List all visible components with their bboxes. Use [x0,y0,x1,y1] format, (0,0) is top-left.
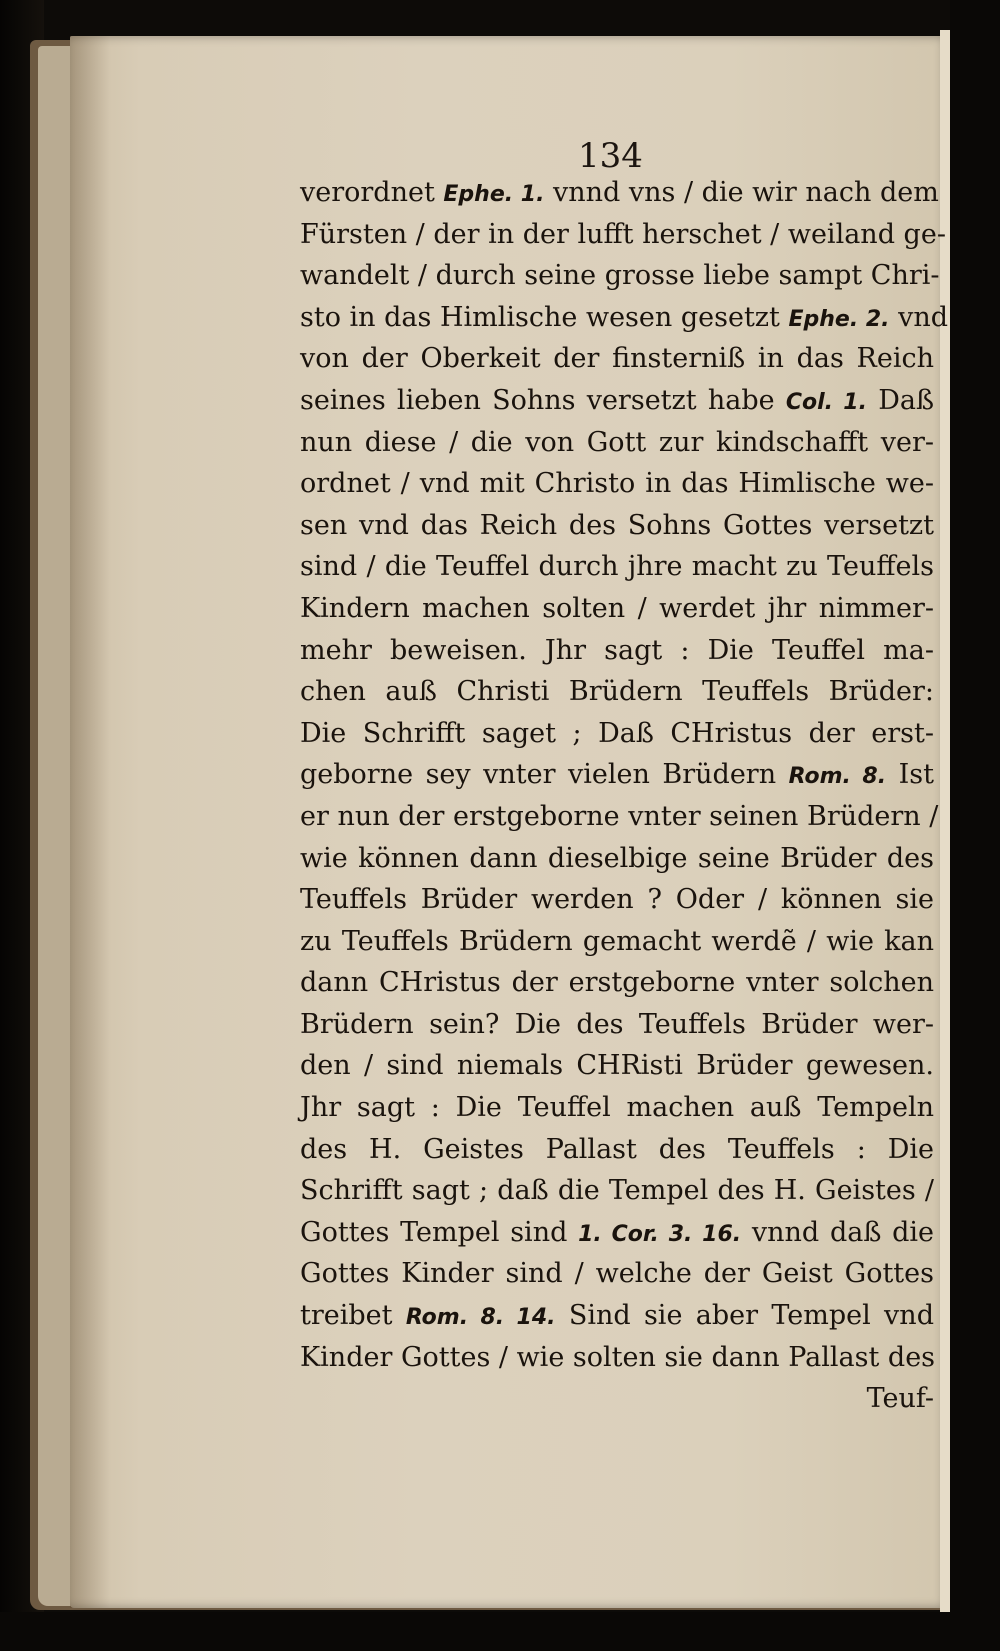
text-line [300,796,939,838]
text-segment: Ist [886,759,934,791]
scripture-reference: Col. 1. [785,389,867,415]
scan-background-bottom [0,1612,1000,1651]
text-segment: vnnd daß die [741,1216,934,1248]
text-segment: sind / die Teuffel durch jhre macht zu Teuffels [300,551,934,583]
text-line [300,172,939,214]
text-line [300,422,934,464]
text-segment: zu Teuffels Brüdern gemacht werdẽ / wie kan [300,925,934,957]
text-line [300,1295,934,1337]
text-line [300,1004,934,1046]
text-segment: Jhr sagt : Die Teuffel machen auß Tempeln [300,1092,934,1124]
text-line [300,879,934,921]
page-number: 134 [578,136,643,176]
text-segment: sen vnd das Reich des Sohns Gottes versetzt [300,509,934,541]
page-body-text [300,172,949,1420]
text-segment: Gottes Kinder sind / welche der Geist Gottes [300,1258,934,1290]
text-segment: vnd [889,301,949,333]
text-line [300,921,934,963]
text-segment: dann CHristus der erstgeborne vnter solchen [300,967,934,999]
text-segment: sto in das Himlische wesen gesetzt [300,301,789,333]
text-line [300,338,934,380]
text-line [300,754,934,796]
text-segment: des H. Geistes Pallast des Teuffels : Die [300,1133,934,1165]
text-segment: chen auß Christi Brüdern Teuffels Brüder: [300,676,934,708]
text-line [300,671,934,713]
scripture-reference: Rom. 8. [788,764,887,790]
text-segment: geborne sey vnter vielen Brüdern [300,759,789,791]
text-line [300,214,946,256]
text-line [300,1170,934,1212]
text-line [300,380,934,422]
text-segment: seines lieben Sohns versetzt habe [300,384,786,416]
text-segment: den / sind niemals CHRisti Brüder gewesen. [300,1050,934,1082]
scripture-reference: Ephe. 2. [788,306,890,332]
text-segment: Sind sie aber Tempel vnd [555,1300,934,1332]
text-line [300,630,934,672]
scripture-reference: 1. Cor. 3. 16. [578,1221,742,1247]
text-segment: er nun der erstgeborne vnter seinen Brüdern / [300,800,939,832]
text-line [300,255,940,297]
text-segment: wandelt / durch seine grosse liebe sampt Chri- [300,260,940,292]
scripture-reference: Rom. 8. 14. [405,1305,556,1331]
text-segment: Fürsten / der in der lufft herschet / weiland ge- [300,218,946,250]
text-line [300,713,934,755]
text-segment: Daß [866,384,934,416]
text-segment: vnnd vns / die wir nach dem [544,177,939,208]
text-segment: treibet [300,1300,406,1332]
text-segment: Kinder Gottes / wie solten sie dann Pallast des [300,1341,936,1373]
text-line [300,1045,934,1087]
text-line [300,1212,934,1254]
text-line [300,588,934,630]
text-segment: wie können dann dieselbige seine Brüder des [300,842,934,874]
text-line [300,838,934,880]
text-line [300,1337,934,1379]
text-line [300,1129,934,1171]
text-segment: nun diese / die von Gott zur kindschafft ver- [300,426,934,458]
scan-background-right [950,0,1000,1651]
text-segment: Kindern machen solten / werdet jhr nimmer- [300,592,934,624]
scripture-reference: Ephe. 1. [443,182,545,207]
page-right-edge [940,30,950,1620]
spine-fold-shadow [70,36,110,1608]
text-segment: Brüdern sein? Die des Teuffels Brüder wer- [300,1008,934,1040]
text-segment: mehr beweisen. Jhr sagt : Die Teuffel ma- [300,634,934,666]
text-segment: Teuffels Brüder werden ? Oder / können sie [300,884,934,916]
text-segment: ordnet / vnd mit Christo in das Himlische we- [300,468,934,500]
text-line [300,297,949,339]
text-line [300,546,934,588]
text-line [300,505,934,547]
text-line [300,463,934,505]
text-segment: verordnet [300,177,444,208]
text-segment: Die Schrifft saget ; Daß CHristus der erst- [300,717,934,749]
text-segment: von der Oberkeit der finsterniß in das Reich [300,343,934,375]
text-segment: Gottes Tempel sind [300,1216,579,1248]
catchword: Teuf- [866,1383,934,1415]
text-line [300,1087,934,1129]
text-segment: Schrifft sagt ; daß die Tempel des H. Geistes / [300,1175,934,1207]
text-line [300,1253,934,1295]
text-line [300,962,934,1004]
